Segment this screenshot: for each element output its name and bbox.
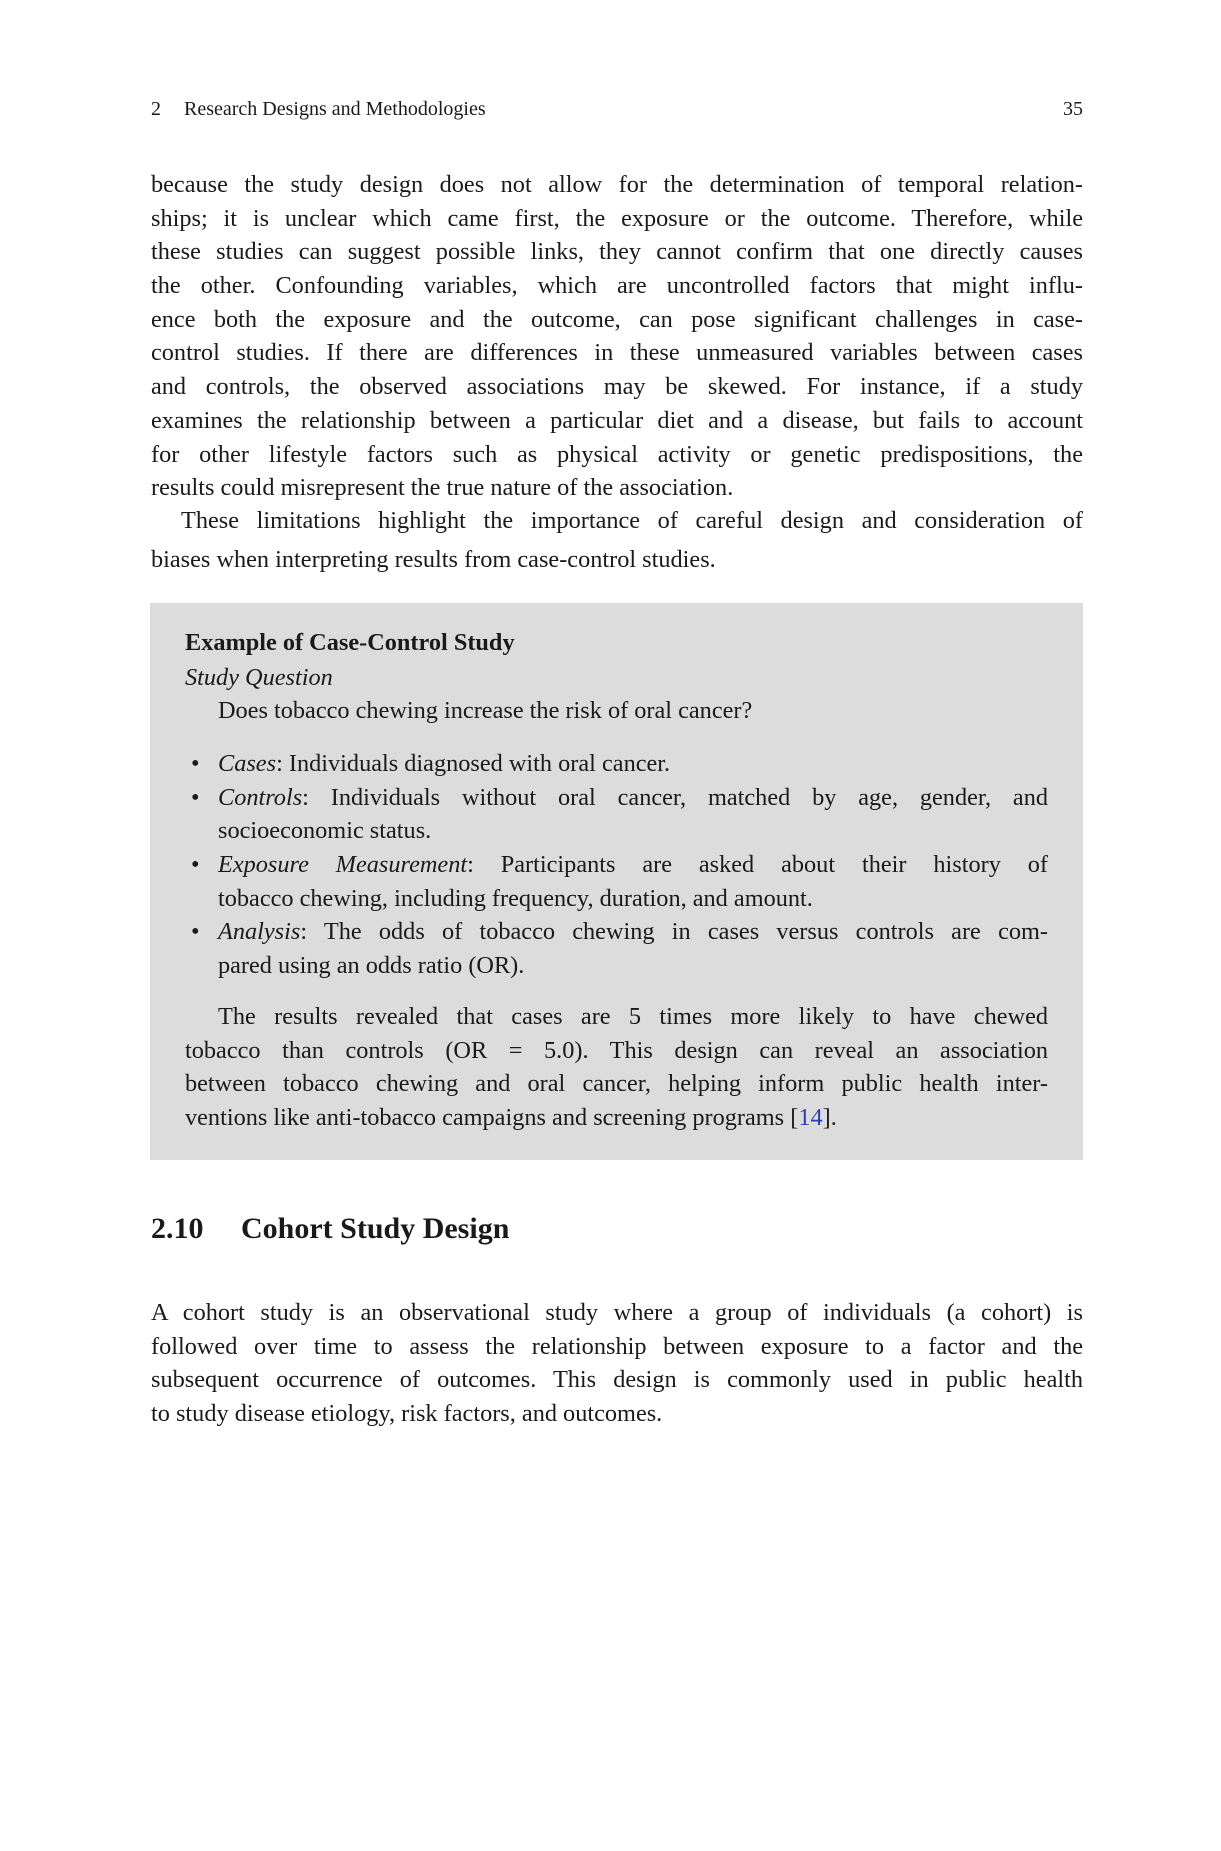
citation-link[interactable]: 14 xyxy=(798,1104,823,1132)
bullet-text: : Individuals diagnosed with oral cancer. xyxy=(276,750,671,777)
text-line: ence both the exposure and the outcome, can pose significant challenges in case- xyxy=(151,305,1083,333)
text: ventions like anti-tobacco campaigns and screening programs xyxy=(185,1104,791,1132)
study-question: Does tobacco chewing increase the risk of oral cancer? xyxy=(218,697,753,724)
text-line: and controls, the observed associations may be skewed. For instance, if a study xyxy=(151,373,1083,401)
chapter-number: 2 xyxy=(151,98,161,120)
text-line: subsequent occurrence of outcomes. This design is commonly used in public health xyxy=(151,1366,1083,1394)
bullet-icon: • xyxy=(191,783,200,811)
section-number: 2.10 xyxy=(151,1212,204,1245)
bullet-item-line xyxy=(191,747,1048,781)
text-line: results could misrepresent the true nature of the association. xyxy=(151,474,734,502)
text-line: examines the relationship between a particular diet and a disease, but fails to account xyxy=(151,406,1083,434)
bullet-icon: • xyxy=(191,918,200,946)
text-line: the other. Confounding variables, which are uncontrolled factors that might influ- xyxy=(151,272,1083,300)
bullet-item-line: socioeconomic status. xyxy=(218,817,432,845)
section-title: Cohort Study Design xyxy=(241,1212,510,1245)
text-line: these studies can suggest possible links, they cannot confirm that one directly causes xyxy=(151,238,1083,266)
text-line: ships; it is unclear which came first, the exposure or the outcome. Therefore, while xyxy=(151,204,1083,232)
text-line: The results revealed that cases are 5 times more likely to have chewed xyxy=(218,1003,1048,1030)
text-line: A cohort study is an observational study where a group of individuals (a cohort) is xyxy=(151,1299,1083,1326)
section-heading xyxy=(151,1212,509,1246)
text-line: because the study design does not allow for the determination of temporal relation- xyxy=(151,171,1083,198)
text-line: biases when interpreting results from case-control studies. xyxy=(151,545,716,573)
running-header xyxy=(151,98,486,121)
text-line: tobacco than controls (OR = 5.0). This design can reveal an association xyxy=(185,1036,1048,1064)
bullet-icon: • xyxy=(191,750,200,777)
bullet-list xyxy=(191,747,1048,983)
page-number: 35 xyxy=(1063,98,1083,120)
bullet-term: Controls xyxy=(218,783,303,811)
bullet-item-line: pared using an odds ratio (OR). xyxy=(218,952,525,980)
bracket: ]. xyxy=(822,1104,837,1132)
text-line: followed over time to assess the relationship between exposure to a factor and the xyxy=(151,1332,1083,1360)
running-title: Research Designs and Methodologies xyxy=(184,98,486,120)
text-line: control studies. If there are differences in these unmeasured variables between cases xyxy=(151,339,1083,367)
text-line: for other lifestyle factors such as physical activity or genetic predispositions, the xyxy=(151,440,1083,468)
bullet-item-line: tobacco chewing, including frequency, duration, and amount. xyxy=(218,884,813,912)
box-title: Example of Case-Control Study xyxy=(185,629,515,656)
text-line: between tobacco chewing and oral cancer, helping inform public health inter- xyxy=(185,1070,1048,1098)
bullet-item-line xyxy=(191,781,1048,815)
text-line: to study disease etiology, risk factors, and outcomes. xyxy=(151,1400,663,1428)
bullet-item-line xyxy=(191,848,1048,882)
paragraph xyxy=(151,504,1083,576)
bullet-term: Cases xyxy=(218,750,277,777)
bullet-item-line xyxy=(191,915,1048,949)
bullet-text: : Individuals without oral cancer, matched by age, gender, and xyxy=(302,783,1048,811)
bullet-term: Analysis xyxy=(218,918,301,946)
example-box xyxy=(150,603,1083,1160)
bullet-text: : Participants are asked about their history of xyxy=(467,851,1048,879)
bullet-icon: • xyxy=(191,851,200,879)
text-line xyxy=(185,1101,1048,1135)
text-line: These limitations highlight the importance of careful design and consideration of xyxy=(181,507,1083,534)
bullet-term: Exposure Measurement xyxy=(218,851,468,879)
bullet-text: : The odds of tobacco chewing in cases versus controls are com- xyxy=(300,918,1048,946)
paragraph xyxy=(151,168,1083,505)
box-subtitle: Study Question xyxy=(185,664,333,691)
paragraph xyxy=(151,1296,1083,1431)
bracket: [ xyxy=(790,1104,799,1132)
results-paragraph xyxy=(185,1000,1048,1135)
